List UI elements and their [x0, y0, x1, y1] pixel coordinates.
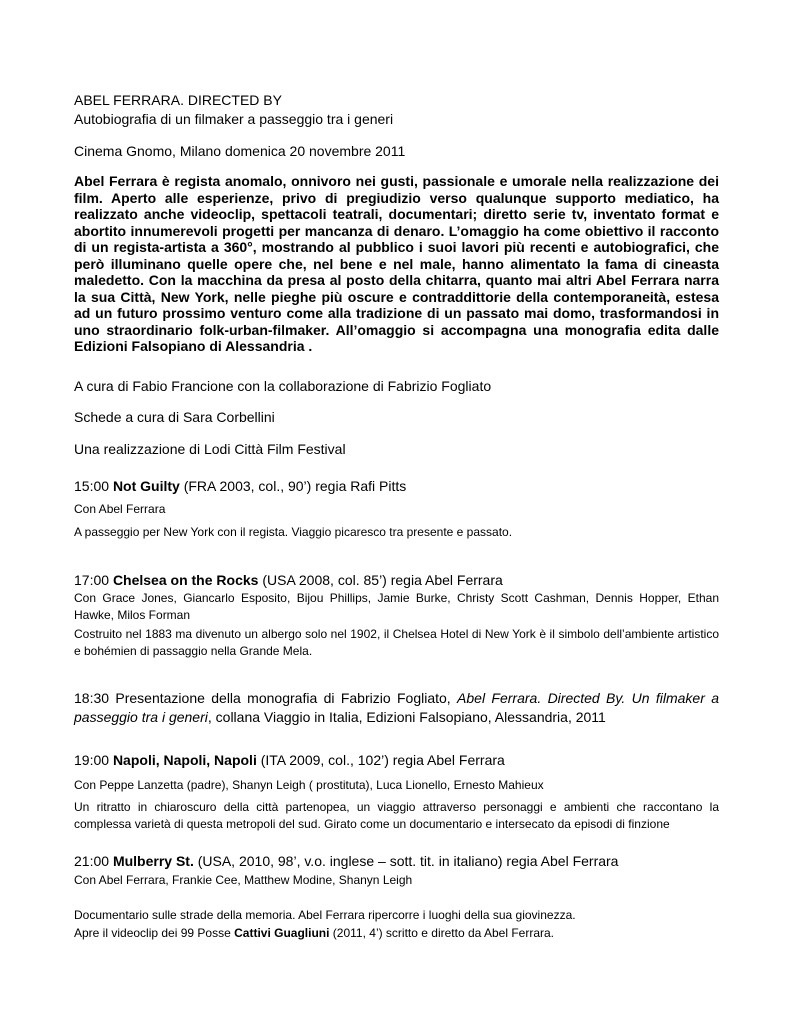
screening-cast: Con Abel Ferrara: [74, 502, 166, 516]
screening-title: Napoli, Napoli, Napoli: [112, 752, 257, 768]
screening-description: Costruito nel 1883 ma divenuto un albergo solo nel 1902, il Chelsea Hotel di New York è il simbolo dell’ambiente artistico e bohémien di passaggio nella Grande Mela.: [74, 627, 719, 658]
book-presentation: [74, 689, 719, 727]
screening-description: Un ritratto in chiaroscuro della città partenopea, un viaggio attraverso personaggi e ambienti che raccontano la complessa varietà di questa metropoli del sud. Girato come un documentario e intersecato da episodi di finzione: [74, 800, 719, 831]
screening-heading: [74, 477, 719, 496]
screening-time: 21:00: [74, 853, 110, 869]
screening-details: (ITA 2009, col., 102’) regia Abel Ferrara: [260, 752, 505, 768]
presentation-text: 18:30 Presentazione della monografia di Fabrizio Fogliato,: [74, 690, 451, 706]
screening-extra: [74, 925, 719, 942]
intro-paragraph: Abel Ferrara è regista anomalo, onnivoro nei gusti, passionale e umorale nella realizzazione dei film. Aperto alle esperienze, privo di pregiudizio verso qualunque supporto mediatico, ha realizzato anche videoclip, spettacoli teatrali, documentari; diretto serie tv, inventato format e abortito innumerevoli progetti per mancanza di denaro. L’omaggio ha come obiettivo il racconto di un regista-artista a 360°, mostrando al pubblico i suoi lavori più recenti e autobiografici, che però illuminano quelle opere che, nel bene e nel male, hanno alimentato la fama di cineasta maledetto. Con la macchina da presa al posto della chitarra, quanto mai altri Abel Ferrara narra la sua Città, New York, nelle pieghe più oscure e contraddittorie della contemporaneità, estesa ad un futuro prossimo venturo come alla tradizione di un passato mai domo, trasformandosi in uno straordinario folk-urban-filmaker. All’omaggio si accompagna una monografia edita dalle Edizioni Falsopiano di Alessandria .: [74, 173, 719, 354]
screening-time: 15:00: [74, 478, 110, 494]
screening-time: 19:00: [74, 752, 110, 768]
screening-details: (USA 2008, col. 85’) regia Abel Ferrara: [262, 572, 503, 588]
venue-date: Cinema Gnomo, Milano domenica 20 novembre 2011: [74, 143, 406, 159]
curated-by: A cura di Fabio Francione con la collaborazione di Fabrizio Fogliato: [74, 378, 492, 394]
schede-credit: Schede a cura di Sara Corbellini: [74, 409, 275, 425]
screening-title: Not Guilty: [112, 478, 180, 494]
screening-cast: Con Abel Ferrara, Frankie Cee, Matthew Modine, Shanyn Leigh: [74, 873, 413, 887]
screening-details: (FRA 2003, col., 90’) regia Rafi Pitts: [183, 478, 407, 494]
screening-time: 17:00: [74, 572, 110, 588]
screening-heading: [74, 571, 719, 590]
document-title: ABEL FERRARA. DIRECTED BY: [74, 92, 282, 108]
document-subtitle: Autobiografia di un filmaker a passeggio tra i generi: [74, 111, 394, 127]
presentation-publisher: , collana Viaggio in Italia, Edizioni Falsopiano, Alessandria, 2011: [207, 709, 606, 725]
screening-title: Mulberry St.: [112, 853, 194, 869]
screening-cast: Con Grace Jones, Giancarlo Esposito, Bijou Phillips, Jamie Burke, Christy Scott Cashman, Dennis Hopper, Ethan Hawke, Milos Forman: [74, 591, 719, 622]
screening-cast: Con Peppe Lanzetta (padre), Shanyn Leigh ( prostituta), Luca Lionello, Ernesto Mahieux: [74, 778, 544, 792]
screening-description: A passeggio per New York con il regista. Viaggio picaresco tra presente e passato.: [74, 525, 513, 539]
extra-details: (2011, 4’) scritto e diretto da Abel Ferrara.: [332, 926, 555, 940]
screening-title: Chelsea on the Rocks: [112, 572, 259, 588]
extra-text: Apre il videoclip dei 99 Posse: [74, 926, 231, 940]
book-title: Abel Ferrara. Directed By. Un filmaker a passeggio tra i generi: [74, 690, 719, 725]
screening-description: Documentario sulle strade della memoria. Abel Ferrara ripercorre i luoghi della sua giovinezza.: [74, 908, 576, 922]
screening-heading: [74, 751, 719, 770]
videoclip-title: Cattivi Guagliuni: [234, 926, 330, 940]
screening-details: (USA, 2010, 98’, v.o. inglese – sott. tit. in italiano) regia Abel Ferrara: [197, 853, 619, 869]
production-credit: Una realizzazione di Lodi Città Film Festival: [74, 441, 346, 457]
screening-heading: [74, 852, 719, 871]
